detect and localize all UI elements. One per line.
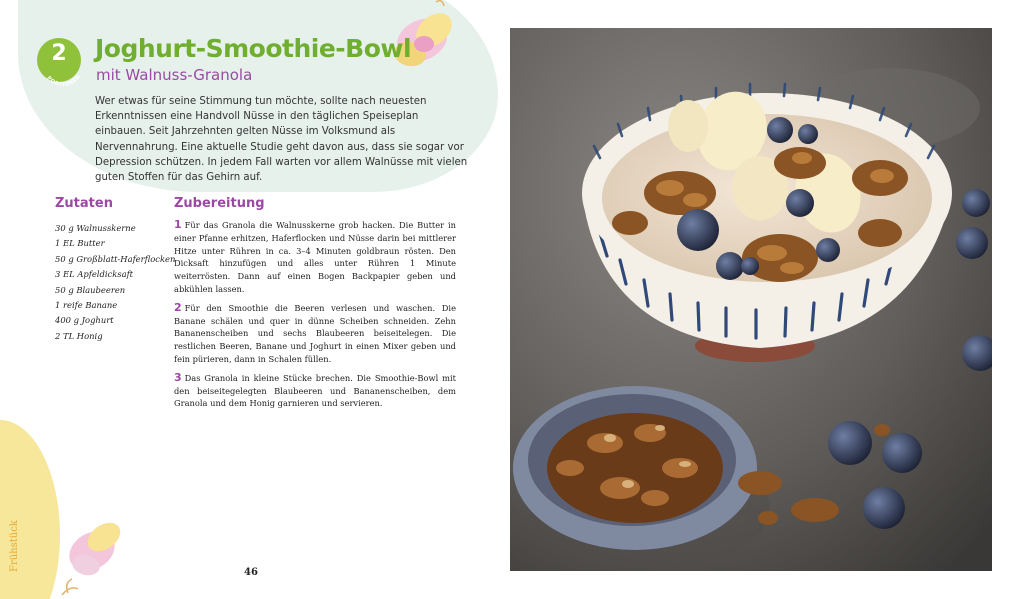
smoothie-bowl-photo-illustration (510, 28, 992, 571)
step-text: Das Granola in kleine Stücke brechen. Die Smoothie-Bowl mit den beiseitegelegten Blaubeeren und Bananenscheiben, dem Granola und dem Honig garnieren und servieren. (174, 372, 456, 409)
yellow-background-shape (0, 420, 60, 599)
ingredient-item: 30 g Walnusskerne (55, 223, 136, 233)
ingredient-item: 50 g Großblatt-Haferflocken (55, 253, 176, 264)
step-text: Für den Smoothie die Beeren verlesen und waschen. Die Banane schälen und quer in dünne Scheiben schneiden. Zehn Bananenscheiben und sechs Blaubeeren beiseitelegen. Die restlichen Beeren, Banane und Joghurt in einen Mixer geben und fein pürieren, dann in Schalen füllen. (174, 302, 456, 364)
ingredient-item: 50 g Blaubeeren (55, 284, 126, 295)
step-text: Für das Granola die Walnusskerne grob hacken. Die Butter in einer Pfanne erhitzen, Haferflocken und Nüsse darin bei mittlerer Hitze unter Rühren in ca. 3–4 Minuten goldbraun rösten. Den Dicksaft hinzufügen und alles unter Rühren 1 Minute weiterrösten. Dann auf einen Bogen Backpapier geben und abkühlen lassen. (174, 220, 456, 294)
portions-number: 2 (51, 41, 67, 66)
ingredients-list (55, 221, 175, 344)
flower-decoration-icon (52, 515, 132, 599)
preparation-step (174, 219, 456, 296)
ingredient-item: 2 TL Honig (55, 330, 103, 341)
ingredient-item: 1 EL Butter (55, 238, 105, 249)
step-number: 1 (174, 218, 182, 231)
section-label: Frühstück (9, 520, 20, 572)
ingredient-item: 400 g Joghurt (55, 315, 114, 326)
page-number: 46 (244, 567, 258, 578)
food-photo (510, 28, 992, 571)
svg-text:PORTIONEN: PORTIONEN (45, 73, 83, 89)
step-number: 2 (174, 300, 182, 314)
preparation-heading: Zubereitung (174, 196, 265, 211)
recipe-title: Joghurt-Smoothie-Bowl (95, 34, 412, 63)
preparation-step (174, 302, 456, 366)
preparation-step (174, 372, 456, 410)
preparation-steps (174, 219, 456, 416)
ingredient-item: 1 reife Banane (55, 300, 118, 311)
recipe-subtitle: mit Walnuss-Granola (96, 66, 253, 84)
ingredient-item: 3 EL Apfeldicksaft (55, 269, 134, 280)
recipe-intro: Wer etwas für seine Stimmung tun möchte, sollte nach neuesten Erkenntnissen eine Handvoll Nüsse in den täglichen Speiseplan einbauen. Seit Jahrzehnten gelten Nüsse im Volksmund als Nervennahrung. Eine aktuelle Studie geht davon aus, dass sie sogar vor Depression schützen. In jedem Fall warten vor allem Walnüsse mit vielen guten Stoffen für das Gehirn auf. (95, 96, 468, 184)
step-number: 3 (174, 370, 182, 384)
ingredients-heading: Zutaten (55, 196, 113, 211)
portions-label (37, 38, 93, 94)
